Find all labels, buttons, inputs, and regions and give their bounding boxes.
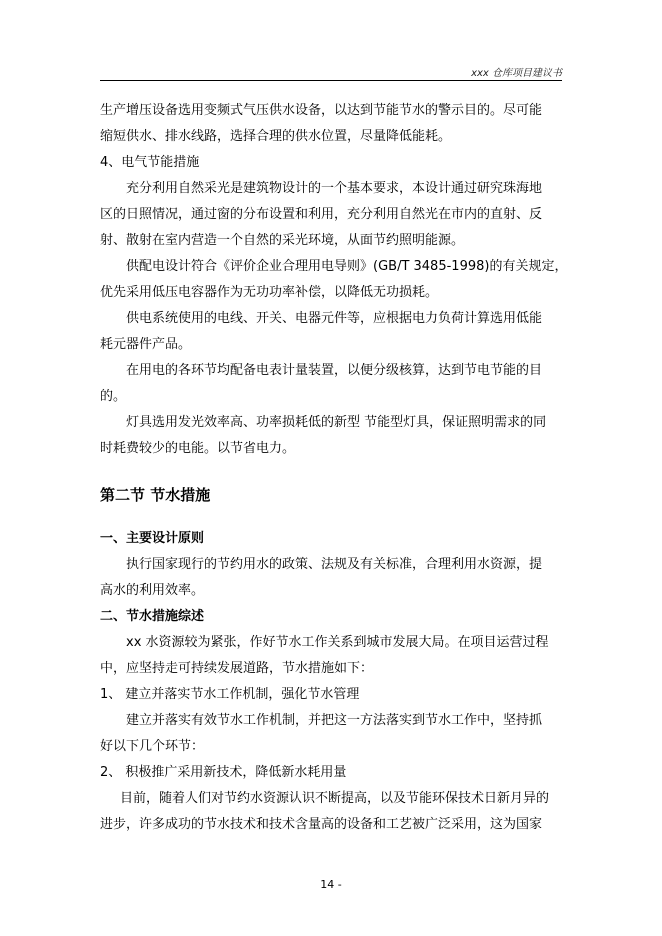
header-rule [100, 80, 562, 81]
body-line: 供电系统使用的电线、开关、电器元件等，应根据电力负荷计算选用低能 [126, 311, 543, 326]
body-line: 灯具选用发光效率高、功率损耗低的新型 节能型灯具，保证照明需求的同 [126, 415, 547, 430]
body-line: 优先采用低压电容器作为无功功率补偿，以降低无功损耗。 [100, 285, 439, 300]
body-line: 好以下几个环节： [100, 739, 205, 754]
body-line: 供配电设计符合《评价企业合理用电导则》(GB/T 3485-1998)的有关规定， [126, 259, 568, 274]
body-line: 在用电的各环节均配备电表计量装置，以便分级核算，达到节电节能的目 [126, 363, 543, 378]
body-line: 充分利用自然采光是建筑物设计的一个基本要求，本设计通过研究珠海地 [126, 181, 543, 196]
body-line: 建立并落实有效节水工作机制，并把这一方法落实到节水工作中，坚持抓 [126, 713, 543, 728]
body-line: 缩短供水、排水线路，选择合理的供水位置，尽量降低能耗。 [100, 129, 452, 144]
running-header: xxx 仓库项目建议书 [471, 68, 562, 79]
body-line: xx 水资源较为紧张，作好节水工作关系到城市发展大局。在项目运营过程 [126, 635, 549, 650]
numbered-item-1: 1、 建立并落实节水工作机制，强化节水管理 [100, 687, 360, 702]
body-line: 耗元器件产品。 [100, 337, 192, 352]
subheading-electrical: 4、电气节能措施 [100, 155, 200, 170]
body-line: 中，应坚持走可持续发展道路，节水措施如下： [100, 661, 374, 676]
section-title: 第二节 节水措施 [100, 486, 211, 504]
body-line: 高水的利用效率。 [100, 583, 205, 598]
body-line: 的。 [100, 389, 127, 404]
body-line: 执行国家现行的节约用水的政策、法规及有关标准，合理利用水资源，提 [126, 557, 543, 572]
body-line: 目前，随着人们对节约水资源认识不断提高，以及节能环保技术日新月异的 [120, 791, 550, 806]
body-line: 区的日照情况，通过窗的分布设置和利用，充分利用自然光在市内的直射、反 [100, 207, 543, 222]
numbered-item-2: 2、 积极推广采用新技术，降低新水耗用量 [100, 765, 347, 780]
page-number: 14 - [320, 878, 342, 891]
body-line: 射、散射在室内营造一个自然的采光环境，从面节约照明能源。 [100, 233, 465, 248]
body-line: 进步，许多成功的节水技术和技术含量高的设备和工艺被广泛采用，这为国家 [100, 817, 543, 832]
body-line: 时耗费较少的电能。以节省电力。 [100, 441, 296, 456]
body-line: 生产增压设备选用变频式气压供水设备，以达到节能节水的警示目的。尽可能 [100, 103, 543, 118]
document-body [100, 98, 568, 838]
subheading-water-overview: 二、节水措施综述 [100, 609, 205, 624]
subheading-design-principles: 一、主要设计原则 [100, 531, 205, 546]
